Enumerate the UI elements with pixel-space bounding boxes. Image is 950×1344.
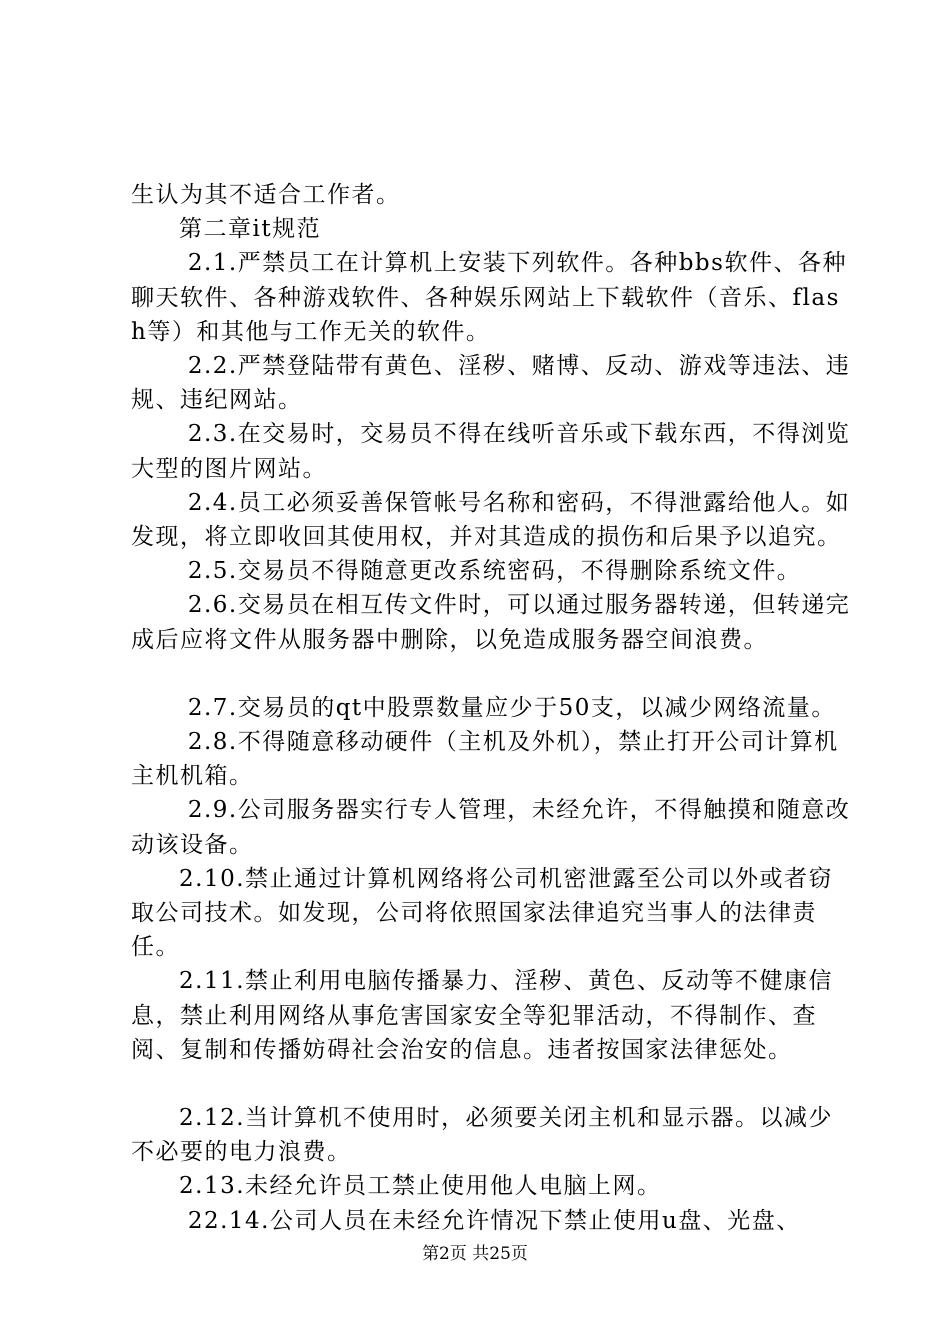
- rule-2-6: 2.6.交易员在相互传文件时，可以通过服务器转递，但转递完成后应将文件从服务器中删除，以免造成服务器空间浪费。: [131, 592, 851, 653]
- rule-2-1: 2.1.严禁员工在计算机上安装下列软件。各种bbs软件、各种聊天软件、各种游戏软件、各种娱乐网站上下载软件（音乐、flash等）和其他与工作无关的软件。: [131, 250, 847, 345]
- rule-2-13: 2.13.未经允许员工禁止使用他人电脑上网。: [179, 1173, 662, 1200]
- chapter-heading: 第二章it规范: [179, 216, 322, 243]
- rule-2-10: 2.10.禁止通过计算机网络将公司机密泄露至公司以外或者窃取公司技术。如发现，公司将依照国家法律追究当事人的法律责任。: [131, 865, 834, 961]
- rule-2-3: 2.3.在交易时，交易员不得在线听音乐或下载东西，不得浏览大型的图片网站。: [131, 421, 851, 482]
- rule-2-5: 2.5.交易员不得随意更改系统密码，不得删除系统文件。: [179, 558, 802, 585]
- rule-2-7: 2.7.交易员的qt中股票数量应少于50支，以减少网络流量。: [179, 694, 836, 721]
- document-body: [131, 178, 851, 1238]
- rule-2-4: 2.4.员工必须妥善保管帐号名称和密码，不得泄露给他人。如发现，将立即收回其使用权，并对其造成的损伤和后果予以追究。: [131, 489, 851, 551]
- rule-2-14: 22.14.公司人员在未经允许情况下禁止使用u盘、光盘、: [179, 1207, 801, 1234]
- rule-2-8: 2.8.不得随意移动硬件（主机及外机），禁止打开公司计算机主机机箱。: [131, 729, 839, 790]
- rule-2-9: 2.9.公司服务器实行专人管理，未经允许，不得触摸和随意改动该设备。: [131, 797, 851, 858]
- rule-2-2: 2.2.严禁登陆带有黄色、淫秽、赌博、反动、游戏等违法、违规、违纪网站。: [131, 353, 851, 414]
- paragraph-continuation: 生认为其不适合工作者。: [131, 182, 401, 208]
- rule-2-12: 2.12.当计算机不使用时，必须要关闭主机和显示器。以减少不必要的电力浪费。: [131, 1105, 834, 1166]
- page-number-footer: 第2页 共25页: [422, 1244, 528, 1264]
- rule-2-11: 2.11.禁止利用电脑传播暴力、淫秽、黄色、反动等不健康信息，禁止利用网络从事危害国家安全等犯罪活动，不得制作、查阅、复制和传播妨碍社会治安的信息。违者按国家法律惩处。: [131, 968, 834, 1063]
